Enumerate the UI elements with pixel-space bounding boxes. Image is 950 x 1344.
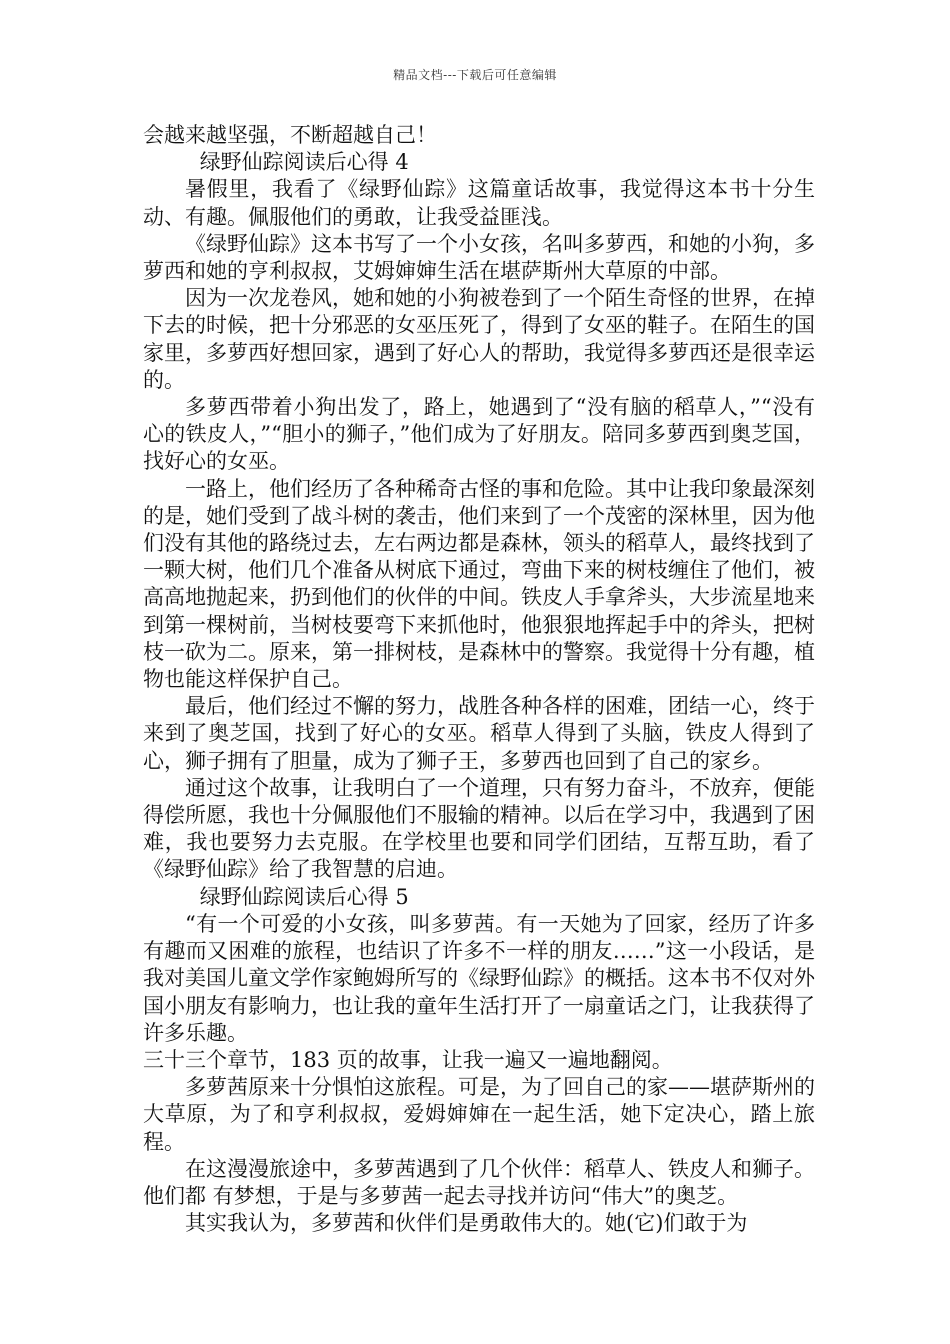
paragraph: 其实我认为，多萝茜和伙伴们是勇敢伟大的。她(它)们敢于为 bbox=[185, 1211, 748, 1236]
paragraph-continuation: 三十三个章节，183 页的故事，让我一遍又一遍地翻阅。 bbox=[143, 1047, 673, 1072]
paragraph: 多萝茜原来十分惧怕这旅程。可是，为了回自己的家——堪萨斯州的大草原，为了和亨利叔叔，爱姆婶婶在一起生活，她下定决心，踏上旅程。 bbox=[143, 1075, 815, 1154]
paragraph: “有一个可爱的小女孩，叫多萝茜。有一天她为了回家，经历了许多有趣而又困难的旅程，也结识了许多不一样的朋友……”这一小段话，是我对美国儿童文学作家鲍姆所写的《绿野仙踪》的概括。这本书不仅对外国小朋友有影响力，也让我的童年生活打开了一扇童话之门，让我获得了许多乐趣。 bbox=[143, 911, 815, 1045]
paragraph: 暑假里，我看了《绿野仙踪》这篇童话故事，我觉得这本书十分生动、有趣。佩服他们的勇敢，让我受益匪浅。 bbox=[143, 177, 815, 229]
paragraph: 《绿野仙踪》这本书写了一个小女孩，名叫多萝西，和她的小狗，多萝西和她的亨利叔叔，艾姆婶婶生活在堪萨斯州大草原的中部。 bbox=[143, 231, 815, 284]
paragraph-continuation: 会越来越坚强，不断超越自己！ bbox=[143, 123, 437, 147]
paragraph: 因为一次龙卷风，她和她的小狗被卷到了一个陌生奇怪的世界，在掉下去的时候，把十分邪恶的女巫压死了，得到了女巫的鞋子。在陌生的国家里，多萝西好想回家，遇到了好心人的帮助，我觉得多萝西还是很幸运的。 bbox=[143, 286, 815, 392]
paragraph: 多萝西带着小狗出发了，路上，她遇到了“没有脑的稻草人，”“没有心的铁皮人，”“胆小的狮子，”他们成为了好朋友。陪同多萝西到奥芝国，找好心的女巫。 bbox=[143, 395, 815, 474]
section-heading-5: 绿野仙踪阅读后心得 5 bbox=[199, 884, 409, 909]
paragraph: 在这漫漫旅途中，多萝茜遇到了几个伙伴：稻草人、铁皮人和狮子。他们都 有梦想，于是与多萝茜一起去寻找并访问“伟大”的奥芝。 bbox=[143, 1156, 815, 1208]
paragraph: 最后，他们经过不懈的努力，战胜各种各样的困难，团结一心，终于来到了奥芝国，找到了好心的女巫。稻草人得到了头脑，铁皮人得到了心，狮子拥有了胆量，成为了狮子王，多萝西也回到了自己的家乡。 bbox=[143, 694, 815, 773]
section-heading-4: 绿野仙踪阅读后心得 4 bbox=[199, 150, 409, 175]
page-header: 精品文档---下载后可任意编辑 bbox=[393, 68, 557, 82]
paragraph: 通过这个故事，让我明白了一个道理，只有努力奋斗，不放弃，便能得偿所愿，我也十分佩服他们不服输的精神。以后在学习中，我遇到了困难，我也要努力去克服。在学校里也要和同学们团结，互帮互助，看了《绿野仙踪》给了我智慧的启迪。 bbox=[143, 775, 815, 882]
paragraph: 一路上，他们经历了各种稀奇古怪的事和危险。其中让我印象最深刻的是，她们受到了战斗树的袭击，他们来到了一个茂密的深林里，因为他们没有其他的路绕过去，左右两边都是森林，领头的稻草人，最终找到了一颗大树，他们几个准备从树底下通过，弯曲下来的树枝缠住了他们，被高高地抛起来，扔到他们的伙伴的中间。铁皮人手拿斧头，大步流星地来到第一棵树前，当树枝要弯下来抓他时，他狠狠地挥起手中的斧头，把树枝一砍为二。原来，第一排树枝，是森林中的警察。我觉得十分有趣，植物也能这样保护自己。 bbox=[143, 476, 815, 692]
document-body bbox=[143, 122, 815, 1237]
